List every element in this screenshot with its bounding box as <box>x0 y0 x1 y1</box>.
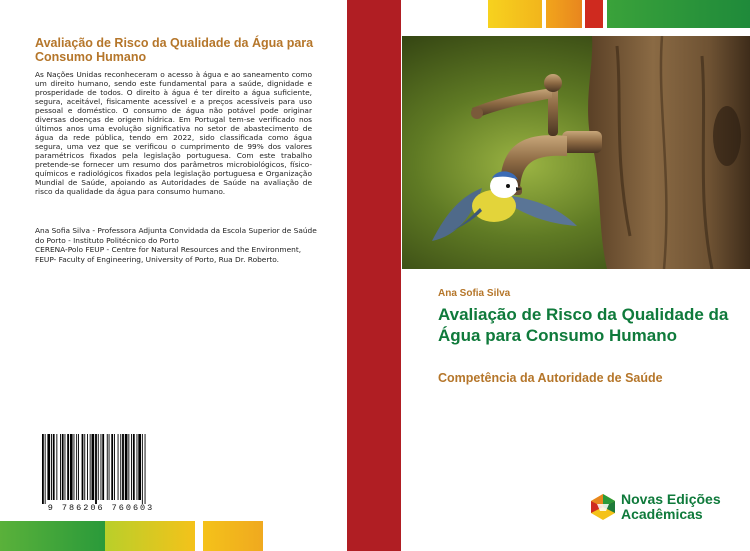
author-bio-line-2: CERENA-Polo FEUP - Centre for Natural Resources and the Environment, FEUP- Faculty of Engineering, University of Porto, Rua Dr. Roberto. <box>35 245 302 264</box>
publisher-line-2: Acadêmicas <box>621 506 703 522</box>
back-cover-description: As Nações Unidas reconheceram o acesso à água e ao saneamento como um direito humano, sendo este fundamental para a saúde, dignidade e prosperidade de todos. O direito à água é ter direito a água suficiente, segura, aceitável, fisicamente acessível e a preços acessíveis para uso pessoal e doméstico. O consumo de água não potável pode originar diversas doenças de origem hídrica. Em Portugal tem-se verificado nos últimos anos uma evolução significativa no setor de abastecimento de água da rede pública, tendo em 2022, sido classificada como água segura, uma vez que se verificou o cumprimento de 99% dos valores paramétricos fixados pela legislação portuguesa. Com este trabalho pretende-se fornecer um resumo dos parâmetros microbiológicos, físico-químicos e radiológicos fixados pela legislação portuguesa e Organização Mundial de Saúde, apoiando as Autoridades de Saúde na avaliação de risco da qualidade da água para consumo humano. <box>35 70 312 196</box>
bottom-color-strip-yellow <box>105 521 195 551</box>
barcode-bar <box>137 434 138 500</box>
barcode-bar <box>102 434 104 500</box>
barcode-bar <box>133 434 135 500</box>
publisher-line-1: Novas Edições <box>621 491 721 507</box>
front-author-name: Ana Sofia Silva <box>438 288 511 299</box>
front-book-subtitle: Competência da Autoridade de Saúde <box>438 371 663 385</box>
barcode-bar <box>45 434 46 504</box>
barcode-bar <box>125 434 128 500</box>
isbn-number: 9 786206 760603 <box>47 503 155 513</box>
bottom-color-strip-green <box>0 521 105 551</box>
bottom-color-strip-yellow-2 <box>195 521 203 551</box>
barcode-bar <box>84 434 85 500</box>
barcode-bar <box>92 434 95 500</box>
barcode-bar <box>70 434 73 500</box>
barcode-bar <box>120 434 121 500</box>
barcode-bar <box>47 434 50 500</box>
barcode-bar <box>42 434 44 504</box>
barcode-bar <box>74 434 75 500</box>
publisher-name <box>621 492 721 522</box>
barcode-bar <box>145 434 146 504</box>
author-bio-line-1: Ana Sofia Silva - Professora Adjunta Convidada da Escola Superior de Saúde do Porto - Instituto Politécnico do Porto <box>35 226 317 245</box>
back-cover-title: Avaliação de Risco da Qualidade da Água para Consumo Humano <box>35 36 314 64</box>
barcode-bar <box>60 434 61 500</box>
barcode-bar <box>98 434 99 500</box>
barcode-bar <box>53 434 55 500</box>
barcode-bar <box>114 434 115 500</box>
top-color-strip-yellow <box>488 0 542 28</box>
publisher-logo-icon <box>589 493 617 521</box>
barcode-bar <box>90 434 91 500</box>
barcode-bar <box>65 434 66 500</box>
cover-photo-bird-water-tap <box>402 36 750 269</box>
barcode-bar <box>78 434 79 500</box>
barcode-bar <box>138 434 141 500</box>
back-cover-author-bio <box>35 226 320 264</box>
barcode-bar <box>101 434 102 500</box>
barcode-bar <box>76 434 77 500</box>
top-color-strip-green <box>607 0 750 28</box>
book-spine <box>347 0 401 551</box>
front-book-title: Avaliação de Risco da Qualidade da Água para Consumo Humano <box>438 305 729 345</box>
barcode-bar <box>128 434 129 500</box>
barcode-bar <box>107 434 108 500</box>
barcode-bar <box>51 434 52 500</box>
barcode-bar <box>87 434 88 500</box>
top-color-strip-red <box>585 0 603 28</box>
barcode-bar <box>142 434 143 504</box>
barcode-bar <box>131 434 132 500</box>
bottom-color-strip-gold <box>203 521 263 551</box>
barcode-bar <box>111 434 113 500</box>
barcode-bar <box>109 434 110 500</box>
barcode-bar <box>118 434 119 500</box>
barcode-bar <box>82 434 84 500</box>
barcode-bar <box>62 434 64 500</box>
barcode-bar <box>95 434 97 504</box>
top-color-strip-orange <box>546 0 582 28</box>
barcode-bar <box>67 434 69 500</box>
barcode-bar <box>56 434 57 500</box>
barcode-bar <box>122 434 124 500</box>
